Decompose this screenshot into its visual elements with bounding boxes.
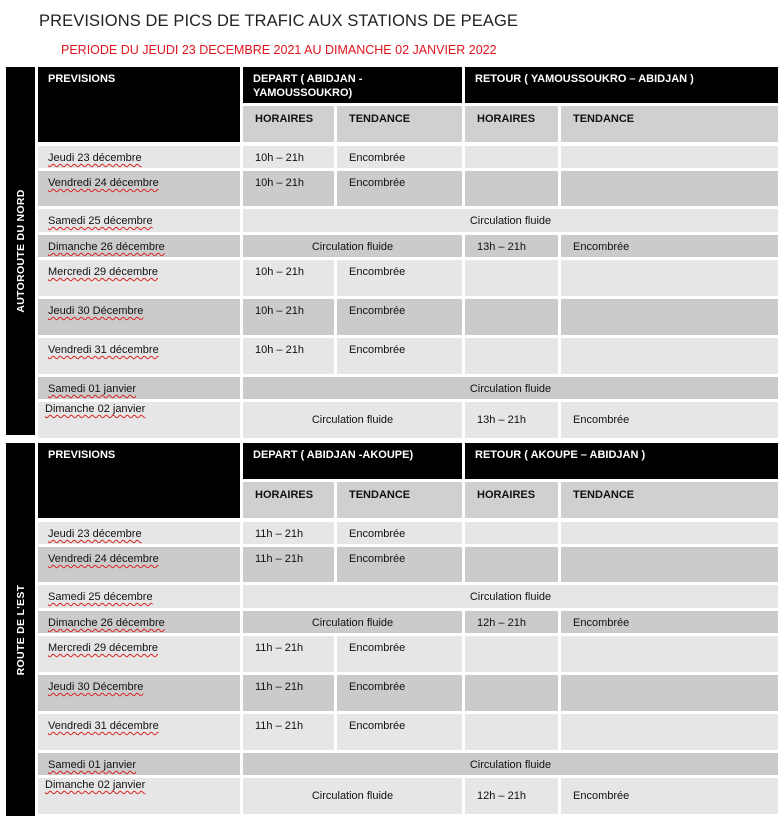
retour-horaires-cell: 12h – 21h xyxy=(465,611,558,633)
retour-tendance-cell: Encombrée xyxy=(561,611,778,633)
subheader-horaires: HORAIRES xyxy=(465,106,558,142)
retour-horaires-cell xyxy=(465,675,558,711)
day-label-text: Samedi 01 janvier xyxy=(48,383,137,395)
depart-horaires-cell: 11h – 21h xyxy=(243,675,334,711)
day-label-text: Dimanche 02 janvier xyxy=(45,403,146,415)
depart-tendance-cell: Encombrée xyxy=(337,675,462,711)
depart-tendance-cell: Encombrée xyxy=(337,338,462,374)
day-label xyxy=(38,146,240,168)
circulation-fluide-cell: Circulation fluide xyxy=(243,753,778,775)
day-label-text: Dimanche 02 janvier xyxy=(45,779,146,791)
day-label xyxy=(38,547,240,582)
period-subtitle: PERIODE DU JEUDI 23 DECEMBRE 2021 AU DIMANCHE 02 JANVIER 2022 xyxy=(61,43,497,57)
day-label-text: Dimanche 26 décembre xyxy=(48,617,165,629)
retour-horaires-cell: 12h – 21h xyxy=(465,778,558,814)
day-label-text: Vendredi 24 décembre xyxy=(48,177,159,189)
depart-horaires-cell: 11h – 21h xyxy=(243,636,334,672)
day-label xyxy=(38,338,240,374)
retour-tendance-cell xyxy=(561,547,778,582)
day-label xyxy=(38,377,240,399)
retour-tendance-cell: Encombrée xyxy=(561,778,778,814)
day-label xyxy=(38,171,240,206)
day-label xyxy=(38,522,240,544)
depart-horaires-cell: 10h – 21h xyxy=(243,146,334,168)
day-label-text: Jeudi 23 décembre xyxy=(48,528,142,540)
retour-tendance-cell xyxy=(561,146,778,168)
header-depart: DEPART ( ABIDJAN - YAMOUSSOUKRO) xyxy=(243,67,462,103)
subheader-tendance: TENDANCE xyxy=(337,482,462,518)
depart-tendance-cell: Encombrée xyxy=(337,171,462,206)
day-label-text: Jeudi 30 Décembre xyxy=(48,681,144,693)
header-depart: DEPART ( ABIDJAN -AKOUPE) xyxy=(243,443,462,479)
day-label xyxy=(38,299,240,335)
day-label xyxy=(38,611,240,633)
section-side-label xyxy=(6,443,35,816)
depart-circulation-cell: Circulation fluide xyxy=(243,402,462,438)
depart-circulation-cell: Circulation fluide xyxy=(243,778,462,814)
subheader-tendance: TENDANCE xyxy=(561,482,778,518)
retour-horaires-cell xyxy=(465,146,558,168)
retour-tendance-cell: Encombrée xyxy=(561,235,778,257)
subheader-tendance: TENDANCE xyxy=(561,106,778,142)
retour-tendance-cell: Encombrée xyxy=(561,402,778,438)
depart-horaires-cell: 10h – 21h xyxy=(243,299,334,335)
document-title: PREVISIONS DE PICS DE TRAFIC AUX STATIONS DE PEAGE xyxy=(39,12,519,30)
depart-tendance-cell: Encombrée xyxy=(337,146,462,168)
depart-tendance-cell: Encombrée xyxy=(337,260,462,296)
depart-horaires-cell: 11h – 21h xyxy=(243,714,334,750)
retour-horaires-cell xyxy=(465,636,558,672)
depart-tendance-cell: Encombrée xyxy=(337,636,462,672)
day-label-text: Vendredi 31 décembre xyxy=(48,720,159,732)
day-label-text: Dimanche 26 décembre xyxy=(48,241,165,253)
subheader-horaires: HORAIRES xyxy=(243,106,334,142)
depart-tendance-cell: Encombrée xyxy=(337,547,462,582)
depart-tendance-cell: Encombrée xyxy=(337,522,462,544)
side-label-text: AUTOROUTE DU NORD xyxy=(14,189,27,313)
depart-horaires-cell: 10h – 21h xyxy=(243,338,334,374)
day-label-text: Mercredi 29 décembre xyxy=(48,266,159,278)
depart-horaires-cell: 10h – 21h xyxy=(243,260,334,296)
retour-tendance-cell xyxy=(561,714,778,750)
retour-tendance-cell xyxy=(561,171,778,206)
circulation-fluide-cell: Circulation fluide xyxy=(243,377,778,399)
day-label-text: Samedi 01 janvier xyxy=(48,759,137,771)
day-label xyxy=(38,235,240,257)
day-label-text: Mercredi 29 décembre xyxy=(48,642,159,654)
day-label-text: Vendredi 24 décembre xyxy=(48,553,159,565)
day-label xyxy=(38,753,240,775)
depart-tendance-cell: Encombrée xyxy=(337,714,462,750)
depart-horaires-cell: 10h – 21h xyxy=(243,171,334,206)
day-label xyxy=(38,675,240,711)
subheader-horaires: HORAIRES xyxy=(465,482,558,518)
day-label-text: Samedi 25 décembre xyxy=(48,591,153,603)
header-retour: RETOUR ( AKOUPE – ABIDJAN ) xyxy=(465,443,778,479)
day-label xyxy=(38,260,240,296)
retour-tendance-cell xyxy=(561,522,778,544)
depart-tendance-cell: Encombrée xyxy=(337,299,462,335)
retour-tendance-cell xyxy=(561,260,778,296)
depart-circulation-cell: Circulation fluide xyxy=(243,235,462,257)
depart-horaires-cell: 11h – 21h xyxy=(243,547,334,582)
day-label xyxy=(38,402,240,438)
retour-tendance-cell xyxy=(561,675,778,711)
day-label-text: Vendredi 31 décembre xyxy=(48,344,159,356)
day-label-text: Jeudi 30 Décembre xyxy=(48,305,144,317)
retour-horaires-cell xyxy=(465,338,558,374)
day-label xyxy=(38,778,240,814)
day-label-text: Samedi 25 décembre xyxy=(48,215,153,227)
retour-horaires-cell xyxy=(465,299,558,335)
header-previsions: PREVISIONS xyxy=(38,67,240,142)
side-label-text: ROUTE DE L'EST xyxy=(14,584,27,675)
day-label xyxy=(38,585,240,608)
section-side-label xyxy=(6,67,35,435)
retour-horaires-cell xyxy=(465,714,558,750)
retour-horaires-cell xyxy=(465,260,558,296)
subheader-tendance: TENDANCE xyxy=(337,106,462,142)
retour-tendance-cell xyxy=(561,338,778,374)
header-retour: RETOUR ( YAMOUSSOUKRO – ABIDJAN ) xyxy=(465,67,778,103)
subheader-horaires: HORAIRES xyxy=(243,482,334,518)
day-label xyxy=(38,714,240,750)
retour-horaires-cell xyxy=(465,171,558,206)
depart-horaires-cell: 11h – 21h xyxy=(243,522,334,544)
retour-horaires-cell xyxy=(465,547,558,582)
circulation-fluide-cell: Circulation fluide xyxy=(243,209,778,232)
retour-tendance-cell xyxy=(561,636,778,672)
circulation-fluide-cell: Circulation fluide xyxy=(243,585,778,608)
day-label-text: Jeudi 23 décembre xyxy=(48,152,142,164)
retour-horaires-cell: 13h – 21h xyxy=(465,235,558,257)
header-previsions: PREVISIONS xyxy=(38,443,240,518)
day-label xyxy=(38,636,240,672)
depart-circulation-cell: Circulation fluide xyxy=(243,611,462,633)
retour-horaires-cell: 13h – 21h xyxy=(465,402,558,438)
retour-horaires-cell xyxy=(465,522,558,544)
retour-tendance-cell xyxy=(561,299,778,335)
day-label xyxy=(38,209,240,232)
